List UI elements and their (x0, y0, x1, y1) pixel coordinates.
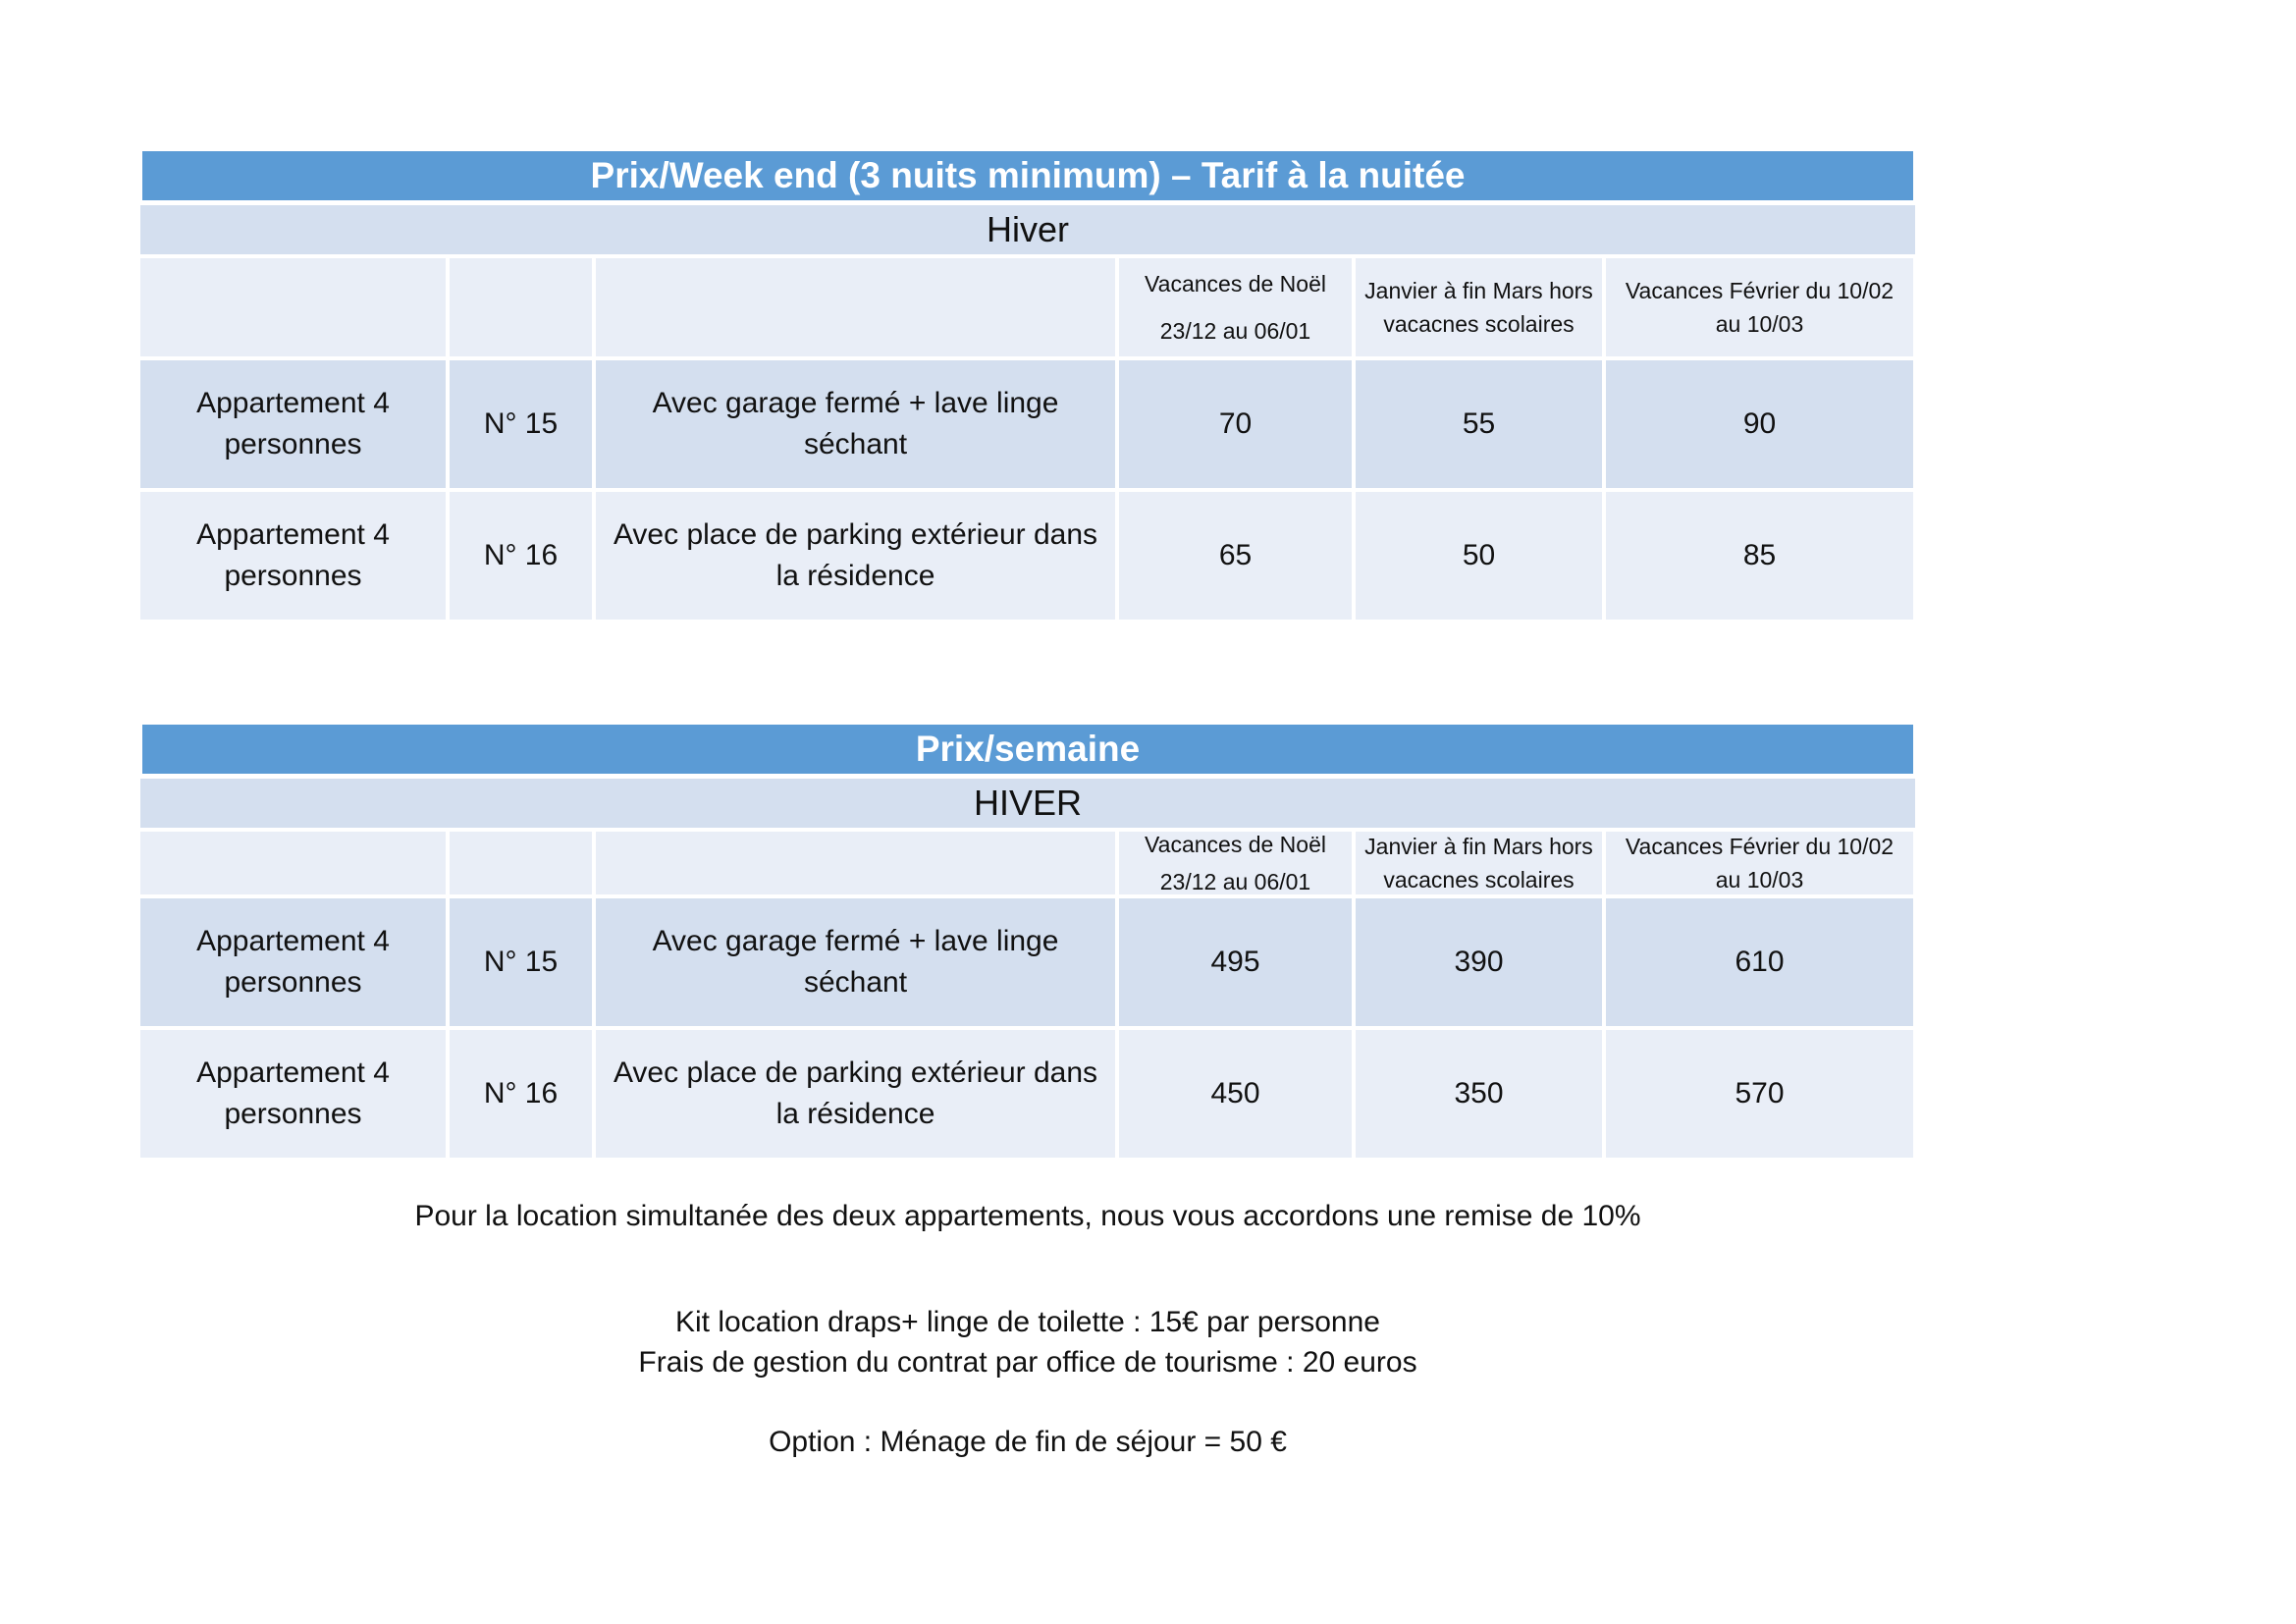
apartment-number: N° 15 (450, 360, 592, 488)
apartment-description: Avec place de parking extérieur dans la résidence (596, 1030, 1115, 1158)
column-header-row (140, 258, 1915, 356)
table-title: Prix/Week end (3 nuits minimum) – Tarif à la nuitée (140, 151, 1915, 200)
apartment-type: Appartement 4 personnes (140, 898, 446, 1026)
noel-label: Vacances de Noël (1145, 832, 1326, 857)
price-noel: 450 (1119, 1030, 1352, 1158)
table-row (140, 492, 1915, 620)
empty-header-cell (596, 258, 1115, 356)
season-header: Hiver (140, 205, 1915, 254)
price-fevrier: 85 (1606, 492, 1913, 620)
apartment-type: Appartement 4 personnes (140, 360, 446, 488)
empty-header-cell (450, 258, 592, 356)
empty-header-cell (450, 832, 592, 894)
apartment-description: Avec garage fermé + lave linge séchant (596, 898, 1115, 1026)
price-noel: 65 (1119, 492, 1352, 620)
price-janvier: 55 (1356, 360, 1602, 488)
price-noel: 70 (1119, 360, 1352, 488)
price-noel: 495 (1119, 898, 1352, 1026)
linen-kit-note: Kit location draps+ linge de toilette : 15€ par personne (675, 1306, 1380, 1338)
column-header-noel (1119, 258, 1352, 356)
column-header-janvier: Janvier à fin Mars hors vacacnes scolaires (1356, 258, 1602, 356)
apartment-number: N° 15 (450, 898, 592, 1026)
season-header: HIVER (140, 779, 1915, 828)
column-header-fevrier: Vacances Février du 10/02 au 10/03 (1606, 258, 1913, 356)
table-title: Prix/semaine (140, 725, 1915, 774)
price-janvier: 50 (1356, 492, 1602, 620)
apartment-number: N° 16 (450, 1030, 592, 1158)
noel-label: Vacances de Noël (1145, 271, 1326, 297)
empty-header-cell (140, 832, 446, 894)
table-row (140, 360, 1915, 488)
apartment-description: Avec garage fermé + lave linge séchant (596, 360, 1115, 488)
cleaning-option-note: Option : Ménage de fin de séjour = 50 € (769, 1426, 1287, 1458)
noel-dates: 23/12 au 06/01 (1159, 318, 1311, 344)
price-fevrier: 570 (1606, 1030, 1913, 1158)
apartment-type: Appartement 4 personnes (140, 492, 446, 620)
fees-notes (140, 1302, 1915, 1382)
table-row (140, 898, 1915, 1026)
empty-header-cell (596, 832, 1115, 894)
column-header-row (140, 832, 1915, 894)
weekend-price-table (140, 151, 1915, 620)
noel-dates: 23/12 au 06/01 (1159, 869, 1311, 894)
empty-header-cell (140, 258, 446, 356)
weekly-price-table (140, 725, 1915, 1158)
column-header-janvier: Janvier à fin Mars hors vacacnes scolaires (1356, 832, 1602, 894)
discount-note: Pour la location simultanée des deux appartements, nous vous accordons une remise de 10% (414, 1200, 1641, 1232)
column-header-fevrier: Vacances Février du 10/02 au 10/03 (1606, 832, 1913, 894)
price-fevrier: 90 (1606, 360, 1913, 488)
price-fevrier: 610 (1606, 898, 1913, 1026)
apartment-type: Appartement 4 personnes (140, 1030, 446, 1158)
apartment-number: N° 16 (450, 492, 592, 620)
table-row (140, 1030, 1915, 1158)
apartment-description: Avec place de parking extérieur dans la résidence (596, 492, 1115, 620)
price-janvier: 390 (1356, 898, 1602, 1026)
price-janvier: 350 (1356, 1030, 1602, 1158)
management-fee-note: Frais de gestion du contrat par office de tourisme : 20 euros (638, 1346, 1417, 1379)
column-header-noel (1119, 832, 1352, 894)
